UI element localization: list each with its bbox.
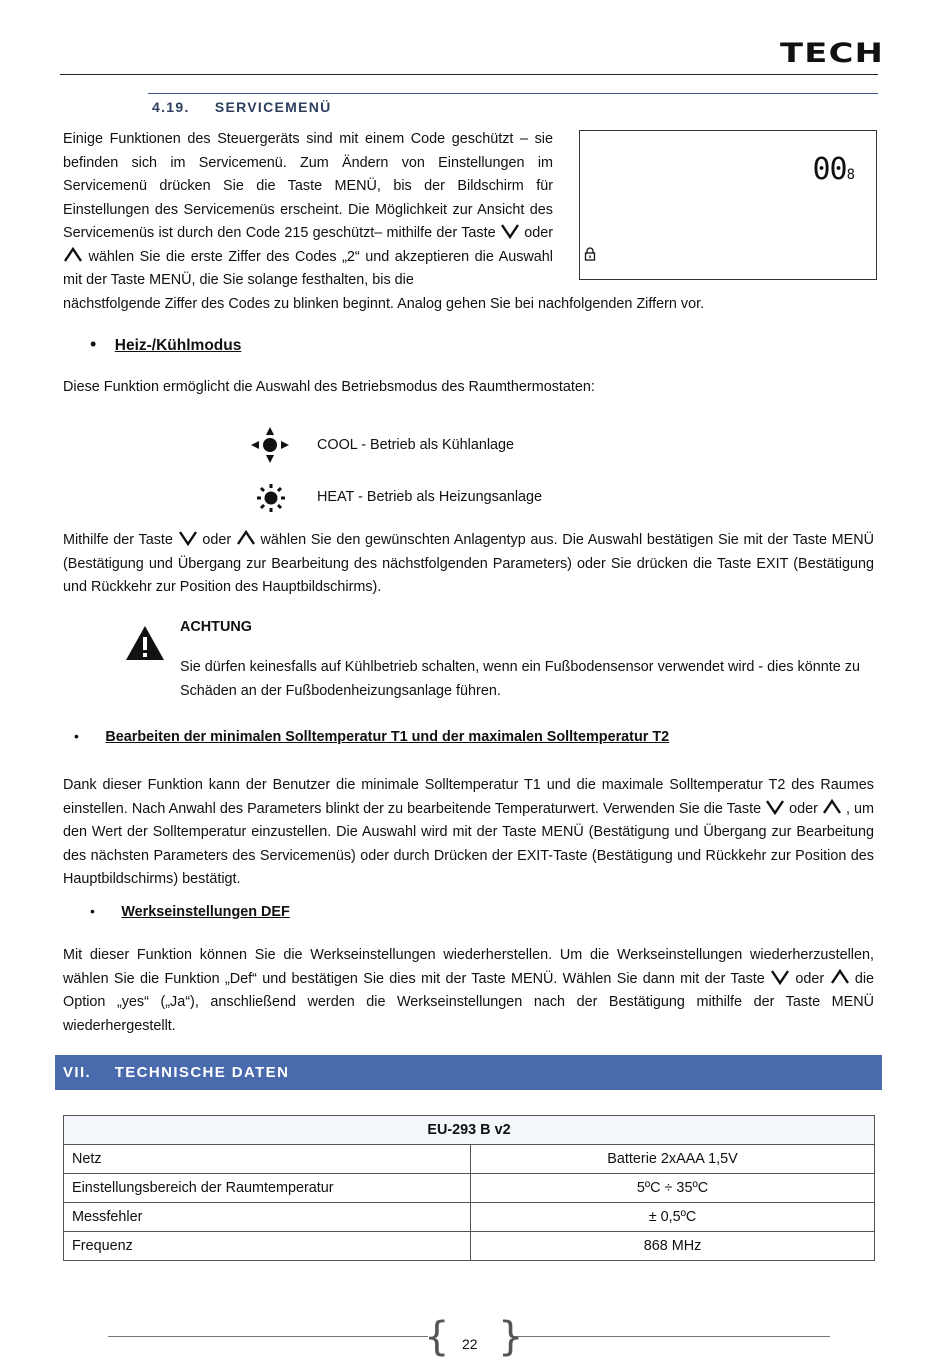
mode-bullet — [90, 334, 241, 355]
tech-data-heading — [55, 1055, 882, 1090]
spec-table — [63, 1115, 875, 1261]
table-cell-value: Batterie 2xAAA 1,5V — [471, 1145, 875, 1174]
tech-logo: TECH — [780, 38, 885, 69]
bullet-dot: • — [74, 728, 79, 744]
table-cell-label: Frequenz — [64, 1232, 471, 1261]
page-number: 22 — [462, 1336, 478, 1352]
chevron-down-icon — [770, 969, 790, 985]
section-heading-rule — [148, 93, 878, 94]
section-number: 4.19. — [152, 99, 190, 115]
table-cell-label: Netz — [64, 1145, 471, 1174]
intro-text-a: Einige Funktionen des Steuergeräts sind mit einem Code geschützt – sie befinden sich im Servicemenü. Zum Ändern von Einstellungen im Servicemenü drücken Sie die Taste MENÜ, bis der Bildschirm für Einstellungen des Servicemenüs erscheint. Die Möglichkeit zur Ansicht des Servicemenüs ist durch den Code 215 geschützt– mithilfe der Taste — [63, 131, 553, 241]
table-title: EU-293 B v2 — [64, 1116, 875, 1145]
tech-data-title: TECHNISCHE DATEN — [114, 1064, 290, 1081]
mode-instr-a: Mithilfe der Taste — [63, 532, 173, 548]
table-row — [64, 1174, 875, 1203]
table-cell-label: Messfehler — [64, 1203, 471, 1232]
temp-bullet — [74, 728, 669, 746]
table-cell-label: Einstellungsbereich der Raumtemperatur — [64, 1174, 471, 1203]
chevron-up-icon — [830, 969, 850, 985]
intro-paragraph-end: nächstfolgende Ziffer des Codes zu blinken beginnt. Analog gehen Sie bei nachfolgenden Ziffern vor. — [63, 296, 705, 312]
def-paragraph — [63, 944, 874, 1038]
warning-title: ACHTUNG — [180, 619, 252, 635]
chevron-down-icon — [178, 530, 198, 546]
mode-description: Diese Funktion ermöglicht die Auswahl des Betriebsmodus des Raumthermostaten: — [63, 379, 595, 395]
bullet-dot: • — [90, 903, 95, 919]
mode-instructions — [63, 529, 874, 600]
mode-instr-b: oder — [202, 532, 232, 548]
lcd-digit-value: 00 — [812, 152, 847, 187]
table-row — [64, 1203, 875, 1232]
lock-icon — [583, 247, 597, 261]
table-row — [64, 1116, 875, 1145]
chevron-down-icon — [765, 799, 785, 815]
heat-mode-icon — [256, 483, 286, 513]
cool-mode-label: COOL - Betrieb als Kühlanlage — [317, 437, 515, 453]
intro-text-b: oder — [524, 225, 553, 241]
warning-icon — [124, 624, 166, 662]
footer-rule-left — [108, 1336, 428, 1337]
def-text-b: oder — [795, 970, 825, 987]
chevron-down-icon — [500, 223, 520, 239]
bullet-dot: • — [90, 334, 97, 354]
table-row — [64, 1232, 875, 1261]
table-cell-value: 868 MHz — [471, 1232, 875, 1261]
def-text-c: die Option „yes“ („Ja“), anschließend werden die Werkseinstellungen nach der Bestätigung mithilfe der Taste MENÜ wiederhergestellt. — [63, 970, 875, 1034]
temp-text-c: , um den Wert der Solltemperatur einzustellen. Die Auswahl wird mit der Taste MENÜ (Bestätigung und Übergang zur Bearbeitung des nächsten Parameters des Servicemenüs) oder durch Drücken der EXIT-Taste (Bestätigung und Rückkehr zur Position des Hauptbildschirms) bestätigt. — [63, 800, 875, 887]
lcd-digit-sub: 8 — [846, 167, 854, 183]
section-title: SERVICEMENÜ — [214, 99, 332, 115]
tech-data-number: VII. — [63, 1064, 92, 1081]
temp-text-b: oder — [789, 800, 818, 817]
chevron-up-icon — [236, 530, 256, 546]
lcd-digits — [812, 152, 854, 187]
lcd-display — [579, 130, 877, 280]
intro-text-c: wählen Sie die erste Ziffer des Codes „2“ und akzeptieren die Auswahl mit der Taste MENÜ, die Sie solange festhalten, bis die — [63, 248, 554, 288]
temp-title: Bearbeiten der minimalen Solltemperatur T1 und der maximalen Solltemperatur T2 — [105, 729, 670, 745]
header-divider — [60, 74, 878, 75]
def-text-a: Mit dieser Funktion können Sie die Werkseinstellungen wiederherstellen. Um die Werkseinstellungen wiederherzustellen, wählen Sie die Funktion „Def“ und bestätigen Sie dies mit der Taste MENÜ. Wählen Sie dann mit der Taste — [63, 947, 874, 987]
def-bullet — [90, 903, 290, 921]
footer-brace-left: { — [424, 1314, 450, 1360]
temp-paragraph — [63, 774, 874, 892]
footer-rule-right — [512, 1336, 830, 1337]
table-cell-value: ± 0,5ºC — [471, 1203, 875, 1232]
mode-title: Heiz-/Kühlmodus — [114, 337, 242, 354]
chevron-up-icon — [822, 799, 842, 815]
heat-mode-label: HEAT - Betrieb als Heizungsanlage — [317, 489, 543, 505]
warning-text: Sie dürfen keinesfalls auf Kühlbetrieb schalten, wenn ein Fußbodensensor verwendet wird - dies könnte zu Schäden an der Fußbodenheizungsanlage führen. — [180, 659, 860, 699]
chevron-up-icon — [63, 247, 83, 263]
def-title: Werkseinstellungen DEF — [121, 904, 290, 920]
footer-brace-right: } — [498, 1314, 524, 1360]
mode-instr-c: wählen Sie den gewünschten Anlagentyp aus. Die Auswahl bestätigen Sie mit der Taste MENÜ (Bestätigung und Übergang zur Bearbeitung des nächstfolgenden Parameters) oder Sie drücken die Taste EXIT (Bestätigung und Rückkehr zur Position des Hauptbildschirms). — [63, 532, 875, 595]
cool-mode-icon — [250, 426, 290, 464]
intro-paragraph — [63, 128, 553, 293]
table-row — [64, 1145, 875, 1174]
table-cell-value: 5ºC ÷ 35ºC — [471, 1174, 875, 1203]
section-heading — [152, 99, 332, 115]
temp-text-a: Dank dieser Funktion kann der Benutzer die minimale Solltemperatur T1 und die maximale Solltemperatur T2 des Raumes einstellen. Nach Anwahl des Parameters blinkt der zu bearbeitende Temperaturwert. Verwenden Sie die Taste — [63, 777, 874, 817]
